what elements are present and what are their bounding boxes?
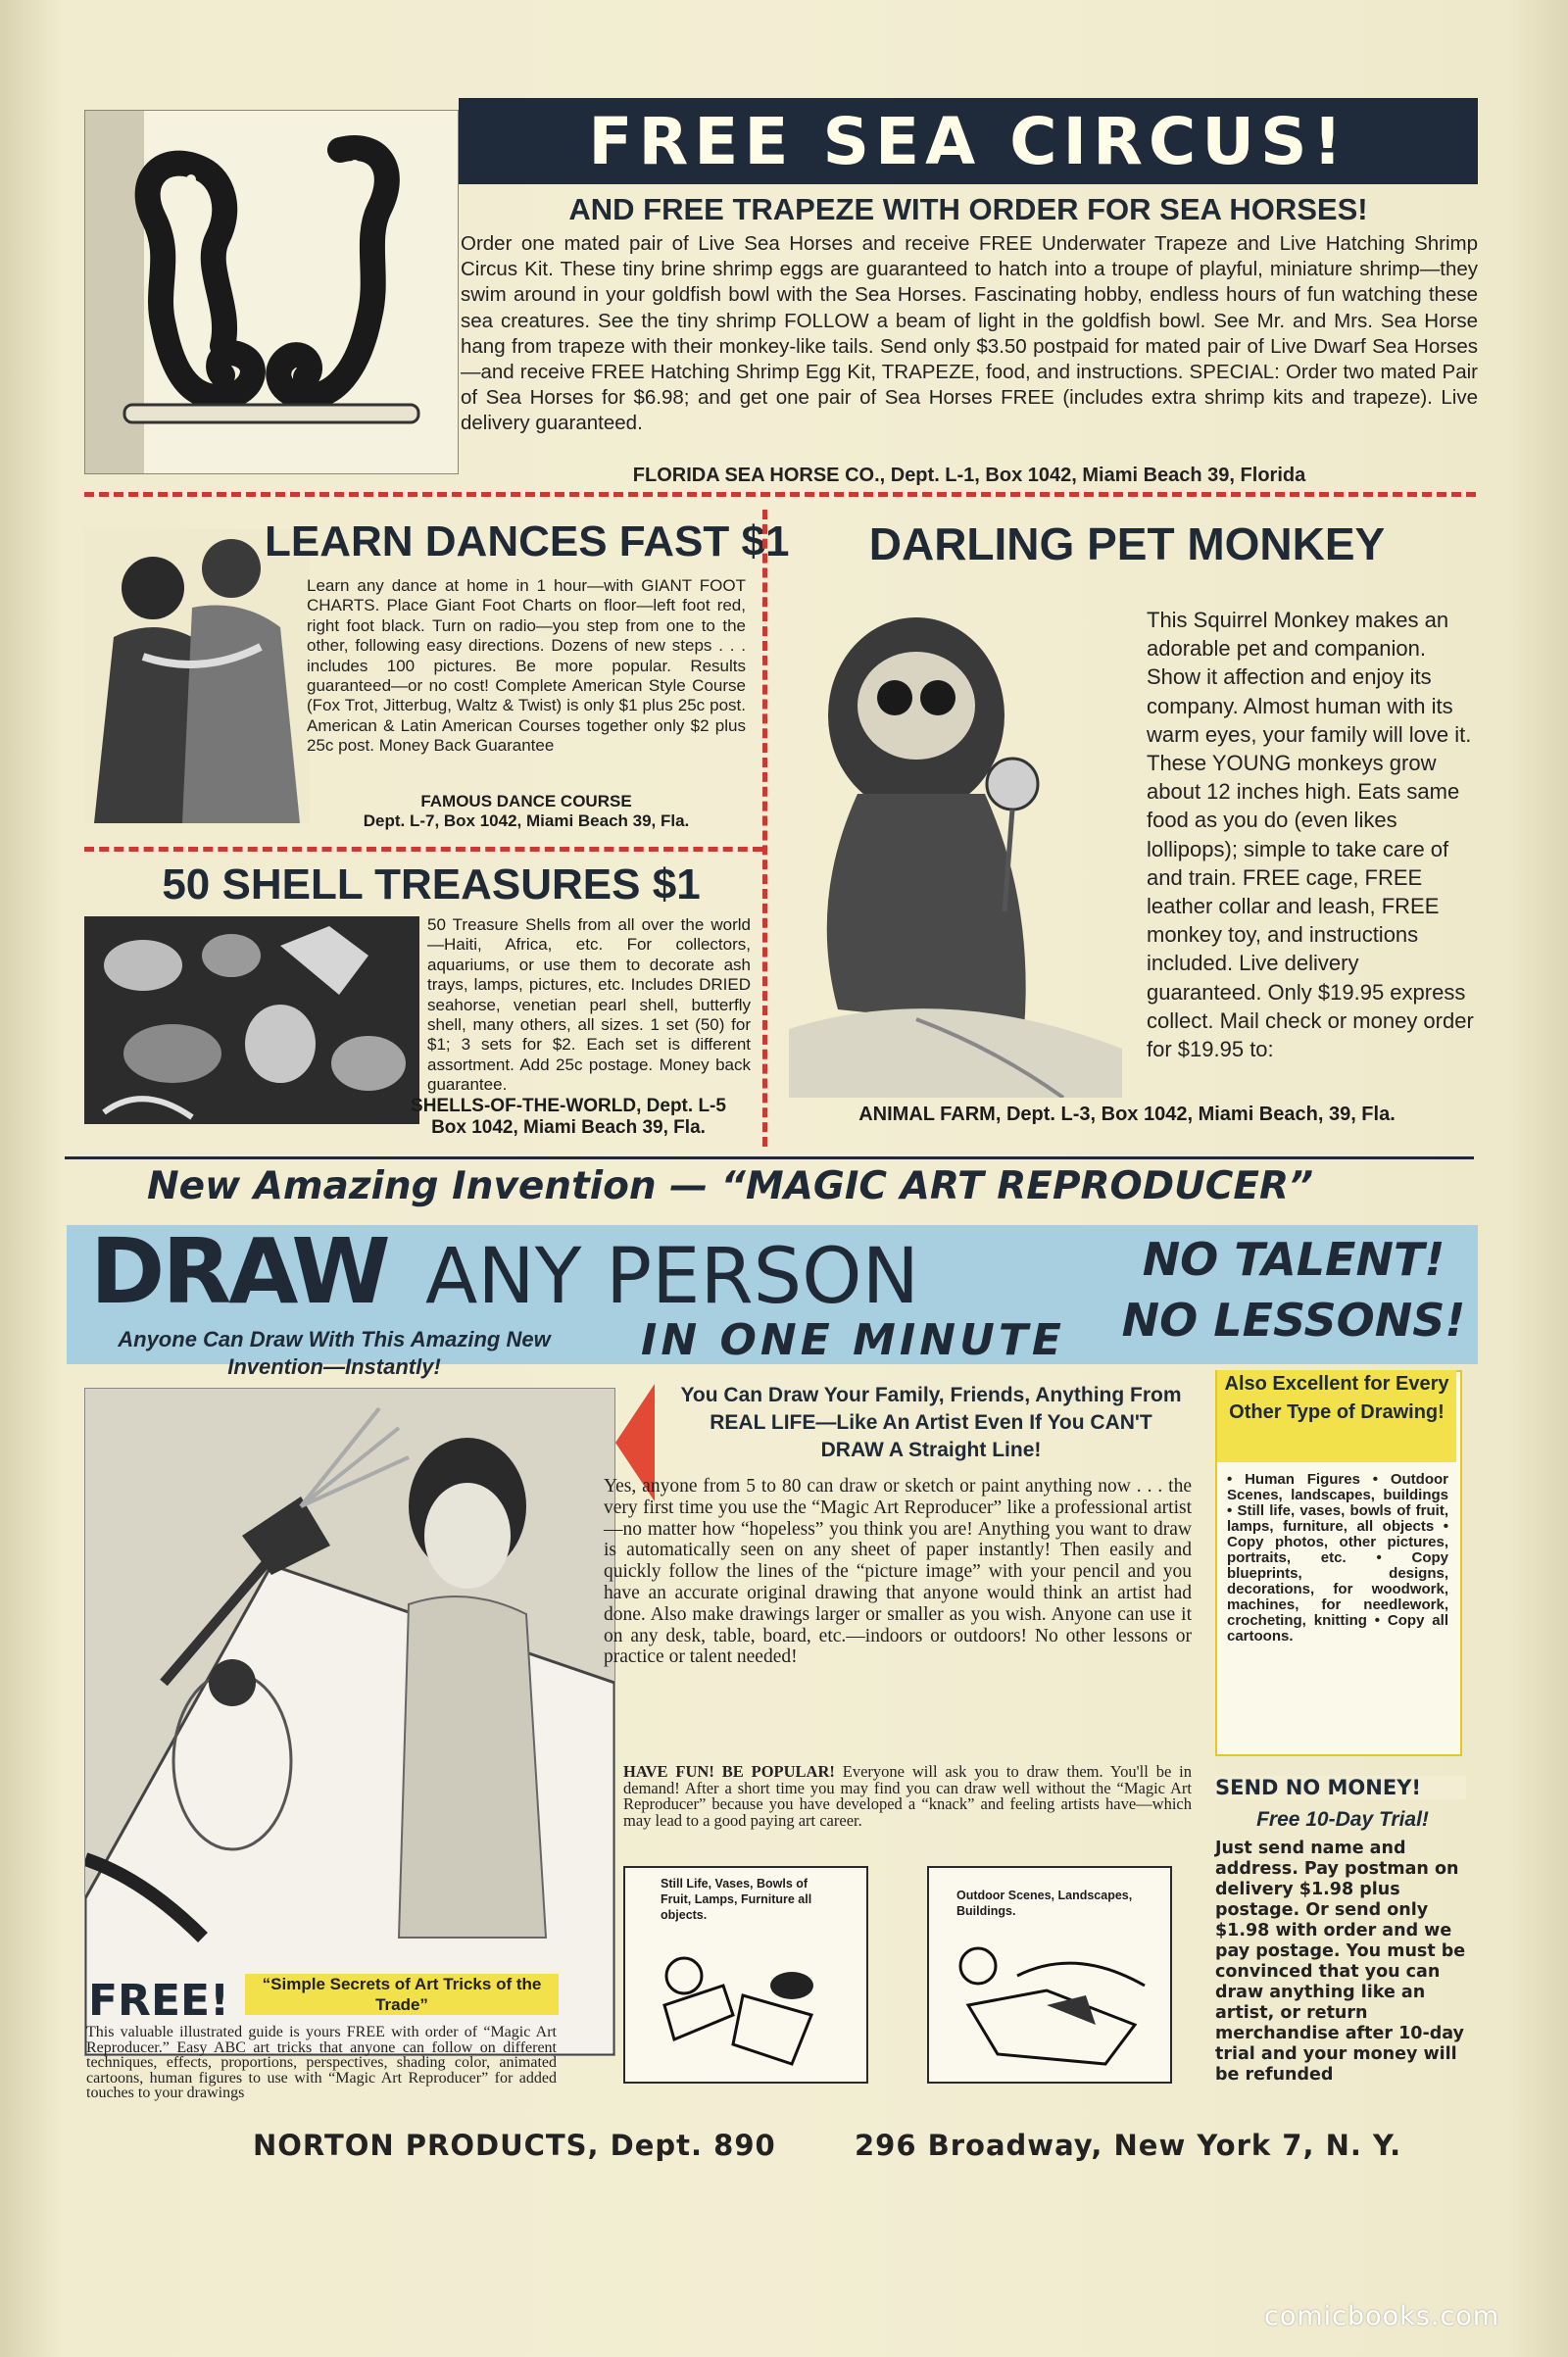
have-fun-label: HAVE FUN! BE POPULAR!: [623, 1762, 835, 1781]
also-excellent-list: • Human Figures • Outdoor Scenes, landscapes, buildings • Still life, vases, bowls of fruit, lamps, furniture, all objects • Copy photos, other pictures, portraits, etc. • Copy blueprints, designs, decorations, for woodwork, machines, for needlework, crocheting, knitting • Copy all cartoons.: [1227, 1471, 1448, 1645]
divider-vertical: [762, 510, 767, 1147]
send-no-money-head: SEND NO MONEY!: [1215, 1776, 1466, 1799]
shells-body: 50 Treasure Shells from all over the world—Haiti, Africa, etc. For collectors, aquariums, or use them to decorate ash trays, lamps, pictures, etc. Includes DRIED seahorse, venetian pearl shell, butterfly shell, many others, all sizes. 1 set (50) for $1; 3 sets for $2. Each set is different assortment. Add 25c postage. Money back guarantee.: [427, 915, 751, 1095]
no-talent-callout: [1117, 1229, 1470, 1350]
free-guide-body: This valuable illustrated guide is yours FREE with order of “Magic Art Reproducer.” Easy ABC art tricks that anyone can follow on different techniques, effects, proportions, perspectives, shading color, animated cartoons, human figures to use with “Magic Art Reproducer” for added touches to your drawings: [86, 2024, 557, 2102]
site-watermark: comicbooks.com: [1264, 2301, 1500, 2332]
dancing-couple-photo: [84, 529, 310, 823]
no-talent-text: NO TALENT!: [1142, 1233, 1446, 1286]
draw-word: DRAW: [90, 1219, 388, 1324]
sea-horse-subhead: AND FREE TRAPEZE WITH ORDER FOR SEA HORSES!: [568, 192, 1368, 226]
sea-horse-body: Order one mated pair of Live Sea Horses and receive FREE Underwater Trapeze and Live Hatching Shrimp Circus Kit. These tiny brine shrimp eggs are guaranteed to hatch into a troupe of playful, miniature shrimp—they swim around in your goldfish bowl with the Sea Horses. Fascinating hobby, endless hours of fun watching these sea creatures. See the tiny shrimp FOLLOW a beam of light in the goldfish bowl. See Mr. and Mrs. Sea Horse hang from trapeze with their monkey-like tails. Send only $3.50 postpaid for mated pair of Live Dwarf Sea Horses—and receive FREE Hatching Shrimp Egg Kit, TRAPEZE, food, and instructions. SPECIAL: Order two mated Pair of Sea Horses for $6.98; and get one pair of Sea Horses FREE (includes extra shrimp kits and trapeze). Live delivery guaranteed.: [461, 232, 1478, 435]
shells-title: 50 SHELL TREASURES $1: [162, 860, 701, 908]
in-one-minute-text: IN ONE MINUTE: [641, 1315, 1065, 1365]
send-no-money-body: Just send name and address. Pay postman on delivery $1.98 plus postage. Or send only $1.98 with order and we pay postage. You must be convinced that you can draw anything like an artist, or return merchandise after 10-day trial and your money will be refunded: [1215, 1839, 1466, 2085]
shells-photo: [84, 916, 419, 1124]
sea-horse-footer: FLORIDA SEA HORSE CO., Dept. L-1, Box 1042, Miami Beach 39, Florida: [632, 465, 1306, 486]
magic-art-headline: You Can Draw Your Family, Friends, Anything From REAL LIFE—Like An Artist Even If You CAN'T DRAW A Straight Line!: [680, 1384, 1182, 1461]
section-rule: [65, 1156, 1474, 1159]
dances-body: Learn any dance at home in 1 hour—with GIANT FOOT CHARTS. Place Giant Foot Charts on floor—left foot red, right foot black. Turn on radio—you step from one to the other, following easy directions. Dozens of new steps . . . includes 100 pictures. Be more popular. Results guaranteed—or no cost! Complete American Style Course (Fox Trot, Jitterbug, Waltz & Twist) is only $1 plus 25c post. American & Latin American Courses together only $2 plus 25c post. Money Back Guarantee: [307, 576, 746, 756]
invention-headline: New Amazing Invention — “MAGIC ART REPRODUCER”: [147, 1164, 1314, 1208]
simple-secrets-title: “Simple Secrets of Art Tricks of the Trade”: [245, 1974, 559, 2015]
dances-footer-address: Dept. L-7, Box 1042, Miami Beach 39, Fla.: [363, 811, 690, 830]
shells-footer-address: Box 1042, Miami Beach 39, Fla.: [431, 1117, 706, 1138]
no-lessons-text: NO LESSONS!: [1121, 1294, 1466, 1347]
norton-address: 296 Broadway, New York 7, N. Y.: [855, 2129, 1402, 2162]
monkey-body: This Squirrel Monkey makes an adorable pet and companion. Show it affection and enjoy its company. Almost human with its warm eyes, your family will love it. These YOUNG monkeys grow about 12 inches high. Eats same food as you do (even likes lollipops); simple to take care of and train. FREE cage, FREE leather collar and leash, FREE monkey toy, and instructions included. Live delivery guaranteed. Only $19.95 express collect. Mail check or money order for $19.95 to:: [1147, 608, 1474, 1062]
sketch-outdoor-caption: Outdoor Scenes, Landscapes, Buildings.: [956, 1889, 1133, 1918]
sketch-outdoor: [927, 1866, 1172, 2084]
also-excellent-head: Also Excellent for Every Other Type of Drawing!: [1217, 1370, 1456, 1462]
free-tag: FREE!: [88, 1976, 230, 2026]
have-fun-body: Everyone will ask you to draw them. You'll be in demand! After a short time you may find you can draw well without the “Magic Art Reproducer” because you have developed a “knack” and feeling artists have—which may lead to a good paying art career.: [623, 1762, 1192, 1830]
reproducer-illustration: [84, 1388, 615, 2056]
sea-circus-banner: FREE SEA CIRCUS!: [459, 98, 1478, 184]
divider-middle: [84, 847, 762, 852]
have-fun-paragraph: [623, 1764, 1192, 1829]
any-person-text: ANY PERSON: [425, 1233, 919, 1321]
monkey-title: DARLING PET MONKEY: [868, 518, 1386, 569]
sketch-still-life: [623, 1866, 868, 2084]
dances-title: LEARN DANCES FAST $1: [265, 517, 790, 565]
divider-top: [84, 492, 1476, 497]
sea-horse-photo: [84, 110, 459, 474]
free-trial-text: Free 10-Day Trial!: [1256, 1808, 1429, 1831]
norton-products: NORTON PRODUCTS, Dept. 890: [253, 2129, 776, 2162]
anyone-can-draw-caption: Anyone Can Draw With This Amazing New Invention—Instantly!: [118, 1327, 551, 1379]
sketch-still-life-caption: Still Life, Vases, Bowls of Fruit, Lamps, Furniture all objects.: [661, 1877, 812, 1922]
monkey-footer: ANIMAL FARM, Dept. L-3, Box 1042, Miami Beach, 39, Fla.: [858, 1104, 1396, 1125]
shells-footer-name: SHELLS-OF-THE-WORLD, Dept. L-5: [411, 1096, 726, 1116]
magic-art-body: Yes, anyone from 5 to 80 can draw or sketch or paint anything now . . . the very first time you use the “Magic Art Reproducer” like a professional artist—no matter how “hopeless” you think you are! Anything you want to draw is automatically seen on any sheet of paper instantly! Then easily and quickly follow the lines of the “picture image” with your pencil and you have an accurate original drawing that anyone would think an artist had done. Also make drawings larger or smaller as you wish. Anyone can use it on any desk, table, board, etc.—indoors or outdoors! No other lessons or practice or talent needed!: [604, 1476, 1192, 1668]
monkey-photo: [769, 588, 1142, 1098]
dances-footer-name: FAMOUS DANCE COURSE: [420, 792, 632, 810]
